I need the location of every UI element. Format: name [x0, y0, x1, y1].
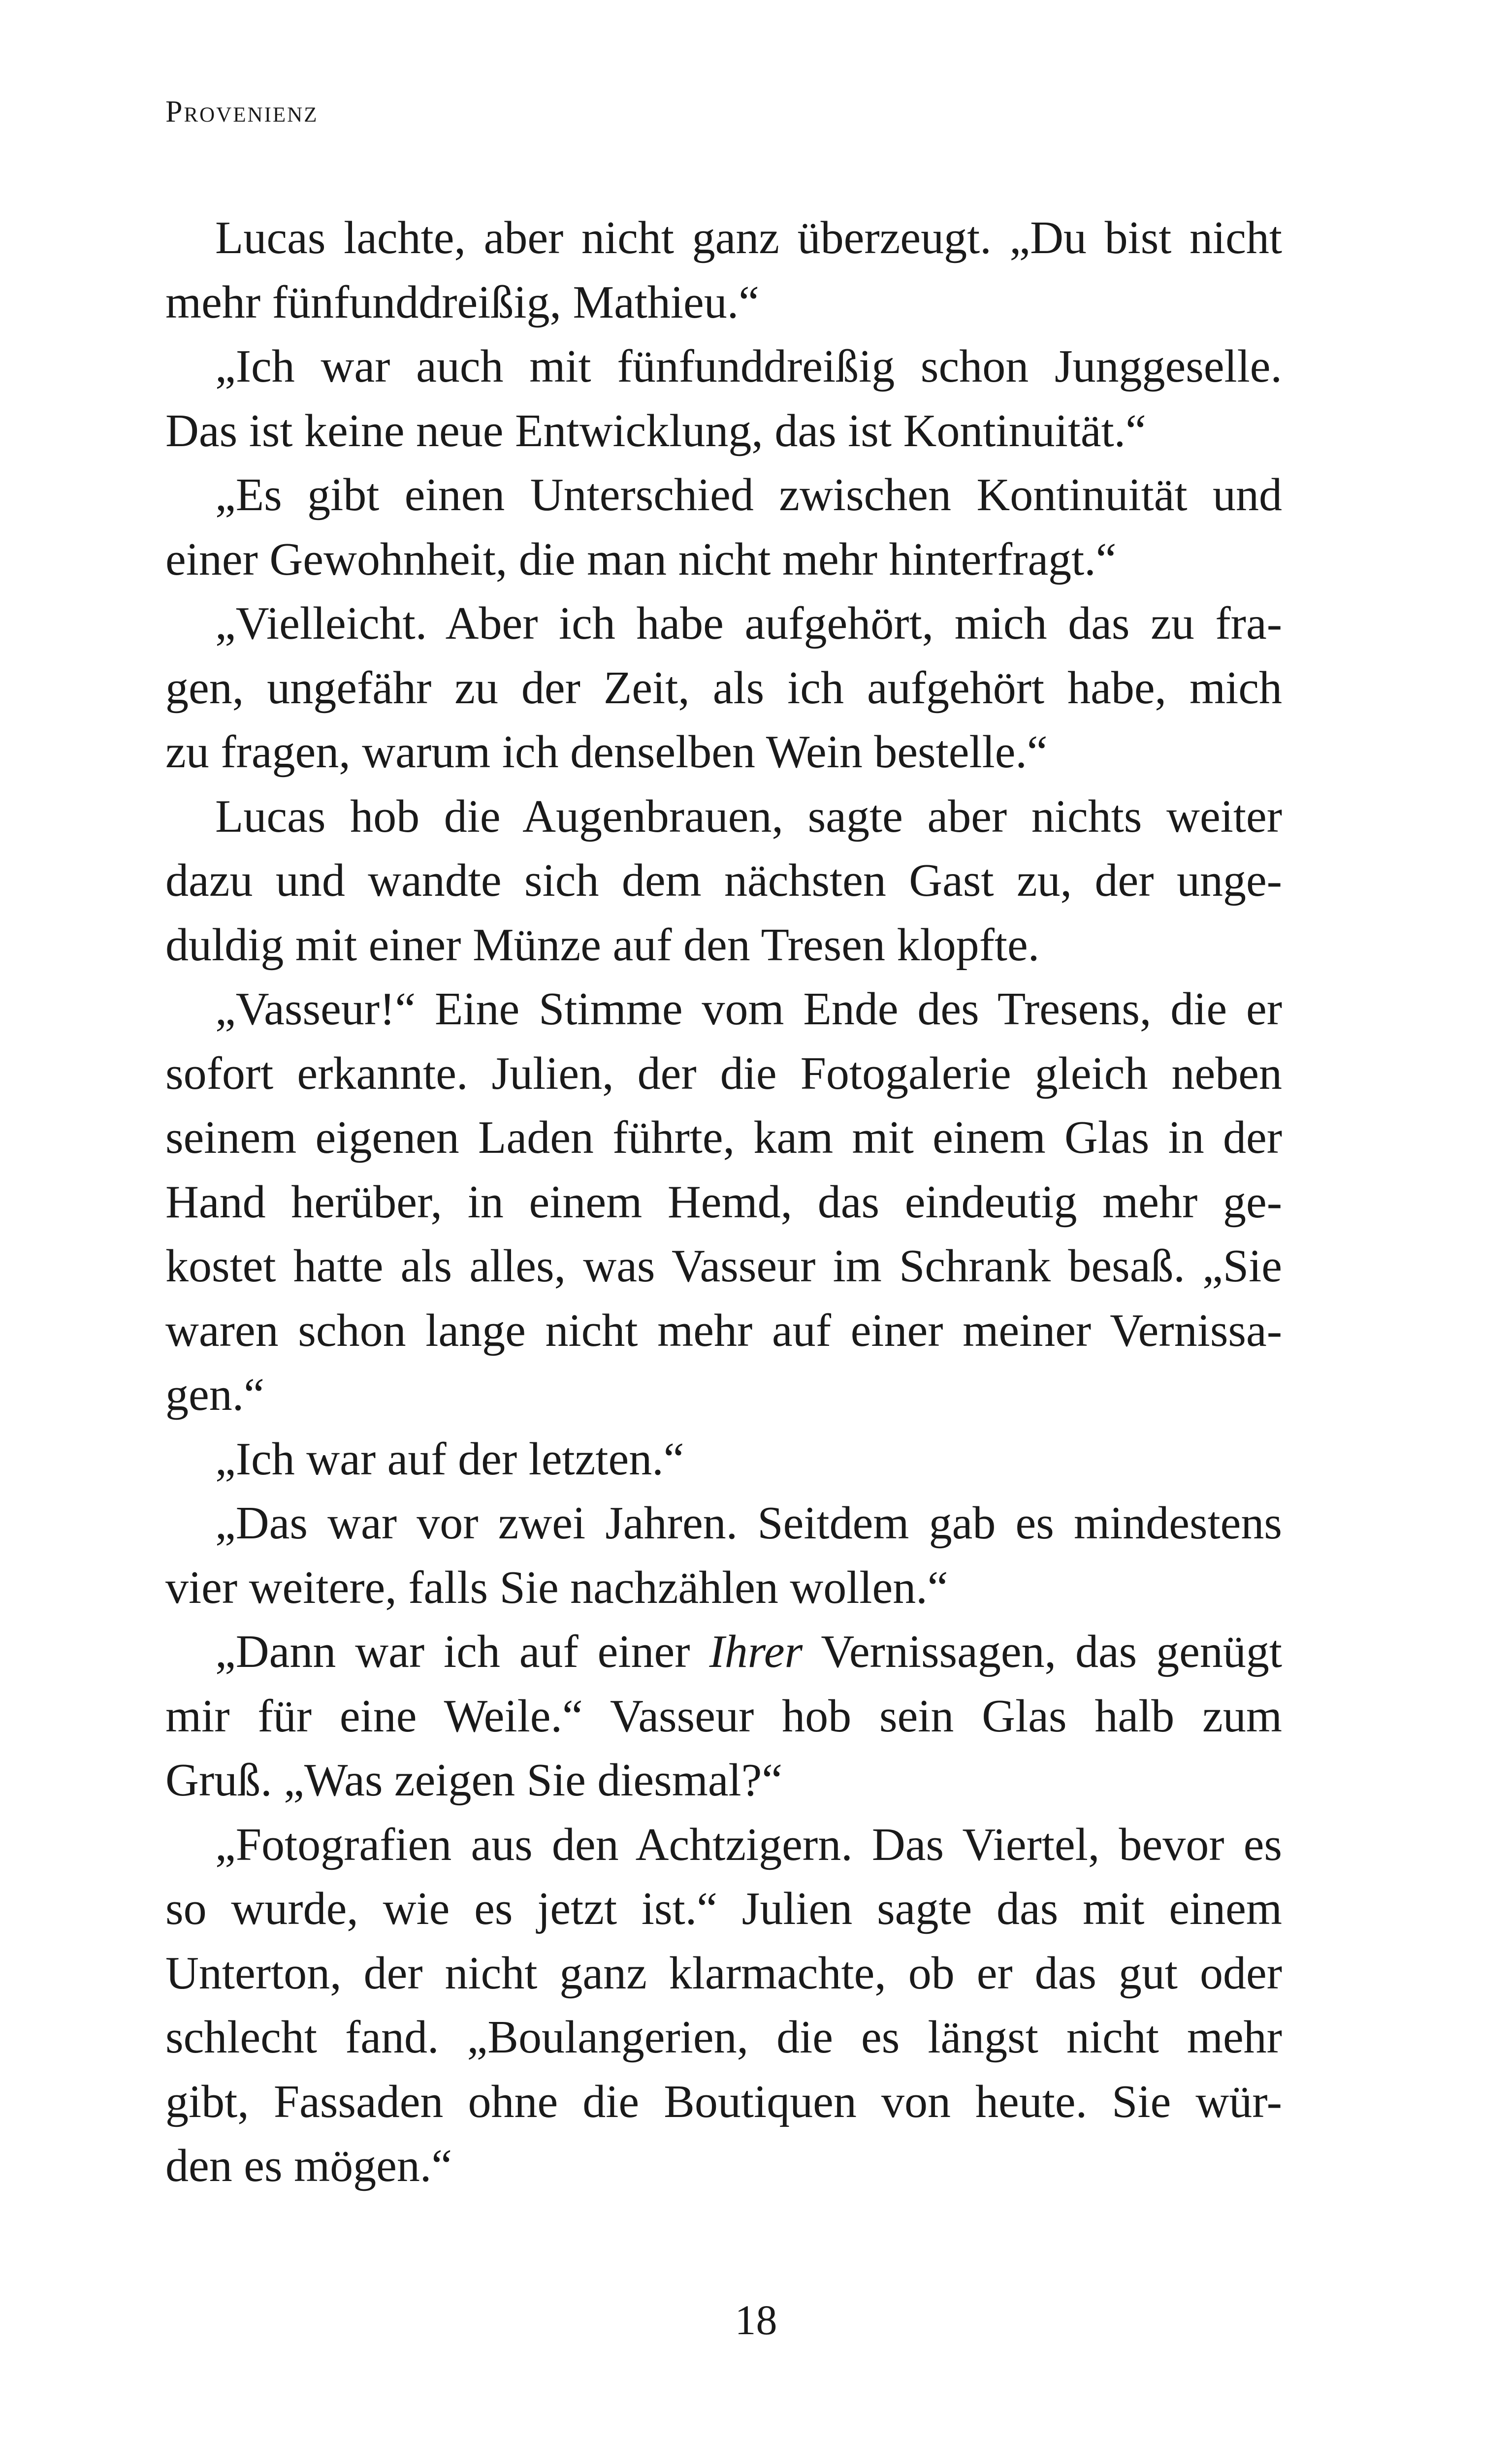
text-line: seinem eigenen Laden führte, kam mit einem Glas in der: [165, 1112, 1282, 1163]
text-line: kostet hatte als alles, was Vasseur im Schrank besaß. „Sie: [165, 1240, 1282, 1292]
text-line: „Fotografien aus den Achtzigern. Das Viertel, bevor es: [215, 1819, 1282, 1870]
text-line: mir für eine Weile.“ Vasseur hob sein Glas halb zum: [165, 1690, 1282, 1742]
text-line: Lucas lachte, aber nicht ganz überzeugt. „Du bist nicht: [215, 212, 1282, 263]
text-line: Lucas hob die Augenbrauen, sagte aber nichts weiter: [215, 790, 1282, 842]
text-line: duldig mit einer Münze auf den Tresen klopfte.: [165, 919, 1040, 971]
text-line: dazu und wandte sich dem nächsten Gast zu, der unge-: [165, 855, 1282, 906]
text-line: zu fragen, warum ich denselben Wein bestelle.“: [165, 726, 1048, 778]
text-line: gen.“: [165, 1369, 264, 1420]
text-run: Vernissagen, das genügt: [803, 1626, 1282, 1677]
text-line: einer Gewohnheit, die man nicht mehr hinterfragt.“: [165, 533, 1117, 585]
text-line: waren schon lange nicht mehr auf einer meiner Vernissa-: [165, 1304, 1282, 1356]
text-line: mehr fünfunddreißig, Mathieu.“: [165, 276, 759, 328]
text-run: „Dann war ich auf einer: [215, 1626, 709, 1677]
text-line: gen, ungefähr zu der Zeit, als ich aufgehört habe, mich: [165, 662, 1282, 714]
text-line: [165, 1620, 1282, 1684]
text-line: den es mögen.“: [165, 2140, 452, 2191]
running-head: Provenienz: [165, 95, 319, 129]
text-line: schlecht fand. „Boulangerien, die es längst nicht mehr: [165, 2012, 1282, 2063]
text-line: sofort erkannte. Julien, der die Fotogalerie gleich neben: [165, 1047, 1282, 1099]
body-text: [165, 206, 1282, 2198]
text-line: Das ist keine neue Entwicklung, das ist Kontinuität.“: [165, 405, 1146, 456]
text-line: „Es gibt einen Unterschied zwischen Kontinuität und: [215, 469, 1282, 521]
text-line: „Vasseur!“ Eine Stimme vom Ende des Tresens, die er: [215, 983, 1282, 1035]
text-line: so wurde, wie es jetzt ist.“ Julien sagte das mit einem: [165, 1883, 1282, 1934]
text-line: vier weitere, falls Sie nachzählen wollen.“: [165, 1562, 948, 1613]
text-line: „Ich war auch mit fünfunddreißig schon Junggeselle.: [215, 341, 1282, 392]
text-line: gibt, Fassaden ohne die Boutiquen von heute. Sie wür-: [165, 2076, 1282, 2127]
text-line: „Das war vor zwei Jahren. Seitdem gab es mindestens: [215, 1498, 1282, 1549]
text-line: Gruß. „Was zeigen Sie diesmal?“: [165, 1755, 783, 1806]
text-line: Hand herüber, in einem Hemd, das eindeutig mehr ge-: [165, 1176, 1282, 1228]
text-line: „Vielleicht. Aber ich habe aufgehört, mich das zu fra-: [215, 598, 1282, 649]
page-number: 18: [735, 2296, 777, 2344]
text-line: Unterton, der nicht ganz klarmachte, ob er das gut oder: [165, 1947, 1282, 1999]
emphasis: Ihrer: [709, 1626, 803, 1677]
text-line: „Ich war auf der letzten.“: [215, 1433, 684, 1485]
